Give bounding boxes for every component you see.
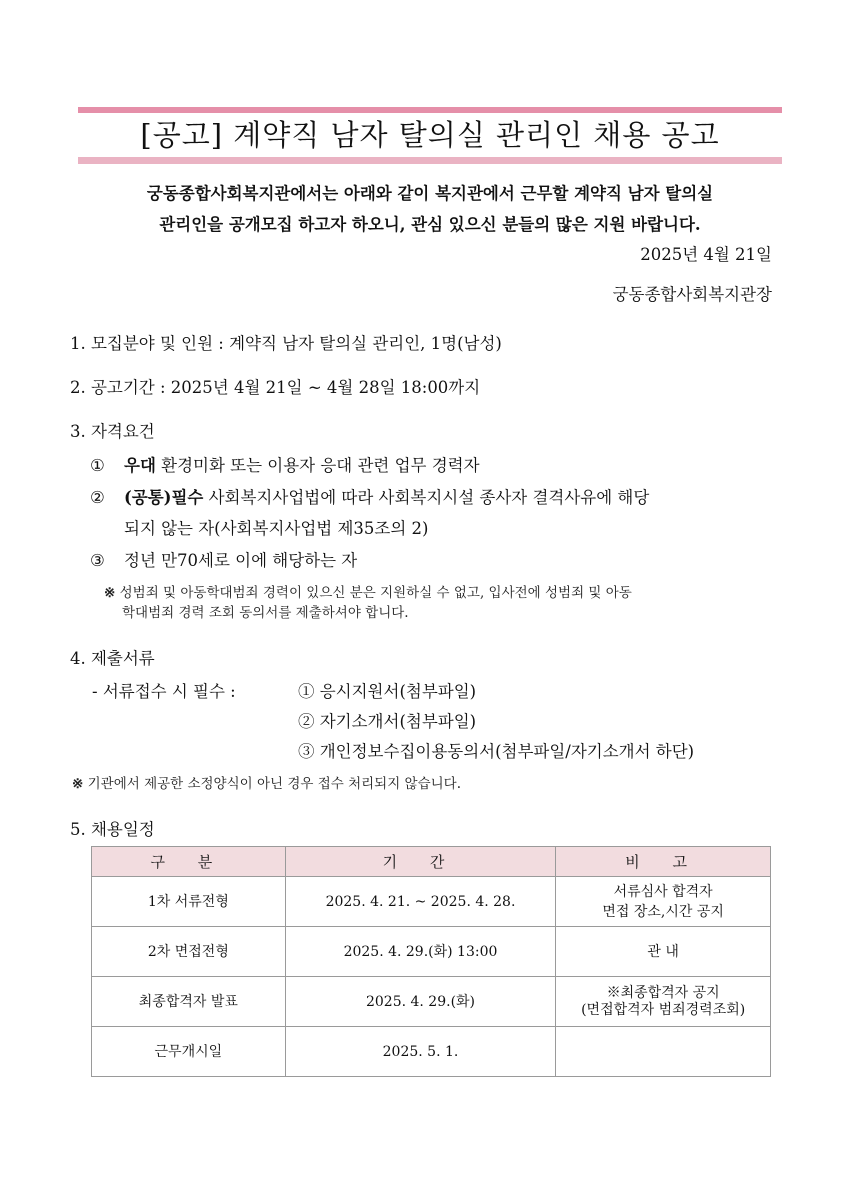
period-cell: 2025. 4. 29.(화): [285, 977, 556, 1027]
qualification-2-tag: (공통)필수: [124, 488, 204, 507]
note-line-2: 면접 장소,시간 공지: [602, 903, 724, 920]
qualification-note: [104, 583, 784, 623]
document-1: ① 응시지원서(첨부파일): [298, 682, 477, 701]
header-note: 비 고: [556, 847, 771, 877]
period-cell: 2025. 4. 21. ~ 2025. 4. 28.: [285, 877, 556, 927]
page-title: [공고] 계약직 남자 탈의실 관리인 채용 공고: [140, 118, 720, 152]
qualification-1-text: 환경미화 또는 이용자 응대 관련 업무 경력자: [155, 456, 480, 475]
intro-line-2: 관리인을 공개모집 하고자 하오니, 관심 있으신 분들의 많은 지원 바랍니다.: [159, 215, 701, 234]
qualification-2-text: 사회복지사업법에 따라 사회복지시설 종사자 결격사유에 해당: [203, 488, 650, 507]
section-recruitment: 1. 모집분야 및 인원 : 계약직 남자 탈의실 관리인, 1명(남성): [70, 334, 502, 353]
issuer-signature: 궁동종합사회복지관장: [612, 285, 772, 304]
schedule-table: [91, 846, 771, 1077]
note-cell: [556, 927, 771, 977]
stage-cell: 1차 서류전형: [92, 877, 286, 927]
stage-cell: 근무개시일: [92, 1027, 286, 1077]
note-cell: [556, 977, 771, 1027]
note-line-1: 관 내: [647, 943, 679, 960]
section-qualifications: 3. 자격요건: [70, 422, 155, 441]
intro-line-1: 궁동종합사회복지관에서는 아래와 같이 복지관에서 근무할 계약직 남자 탈의실: [146, 184, 714, 203]
documents-note-text: 기관에서 제공한 소정양식이 아닌 경우 접수 처리되지 않습니다.: [87, 776, 462, 792]
schedule-header-row: [92, 847, 771, 877]
table-row: [92, 927, 771, 977]
qualification-note-line-2: 학대범죄 경력 조회 동의서를 제출하셔야 합니다.: [122, 605, 409, 621]
qualification-2-continued: [124, 515, 428, 539]
qualification-3-text: 정년 만70세로 이에 해당하는 자: [124, 551, 358, 570]
title-bottom-bar: [78, 157, 782, 164]
section-documents: 4. 제출서류: [70, 649, 155, 668]
qualification-2: [90, 484, 649, 508]
note-cell: [556, 1027, 771, 1077]
stage-cell: 2차 면접전형: [92, 927, 286, 977]
header-stage: 구 분: [92, 847, 286, 877]
qualification-3-number: ③: [90, 551, 105, 570]
qualification-2-text-2: 되지 않는 자(사회복지사업법 제35조의 2): [124, 519, 429, 538]
note-mark: ※: [104, 585, 116, 601]
table-row: [92, 877, 771, 927]
qualification-note-line-1: 성범죄 및 아동학대범죄 경력이 있으신 분은 지원하실 수 없고, 입사전에 성범죄 및 아동: [119, 585, 632, 601]
stage-cell: 최종합격자 발표: [92, 977, 286, 1027]
note-cell: [556, 877, 771, 927]
documents-note-mark: ※: [72, 776, 84, 792]
qualification-2-number: ②: [90, 488, 105, 507]
documents-note: [72, 774, 772, 794]
section-period: 2. 공고기간 : 2025년 4월 21일 ~ 4월 28일 18:00까지: [70, 378, 481, 397]
note-line-1: ※최종합격자 공지: [606, 984, 720, 1001]
document-2: ② 자기소개서(첨부파일): [298, 712, 477, 731]
table-row: [92, 977, 771, 1027]
period-cell: 2025. 5. 1.: [285, 1027, 556, 1077]
note-line-1: 서류심사 합격자: [613, 883, 713, 900]
qualification-1-tag: 우대: [124, 456, 156, 475]
qualification-1: [90, 452, 480, 476]
document-3: ③ 개인정보수집이용동의서(첨부파일/자기소개서 하단): [298, 742, 695, 761]
note-line-2: (면접합격자 범죄경력조회): [581, 1001, 746, 1018]
table-row: [92, 1027, 771, 1077]
qualification-1-number: ①: [90, 456, 105, 475]
period-cell: 2025. 4. 29.(화) 13:00: [285, 927, 556, 977]
notice-date: 2025년 4월 21일: [640, 245, 772, 264]
qualification-3: [90, 547, 357, 571]
section-schedule: 5. 채용일정: [70, 820, 155, 839]
documents-lead: - 서류접수 시 필수 :: [92, 682, 236, 701]
header-period: 기 간: [285, 847, 556, 877]
